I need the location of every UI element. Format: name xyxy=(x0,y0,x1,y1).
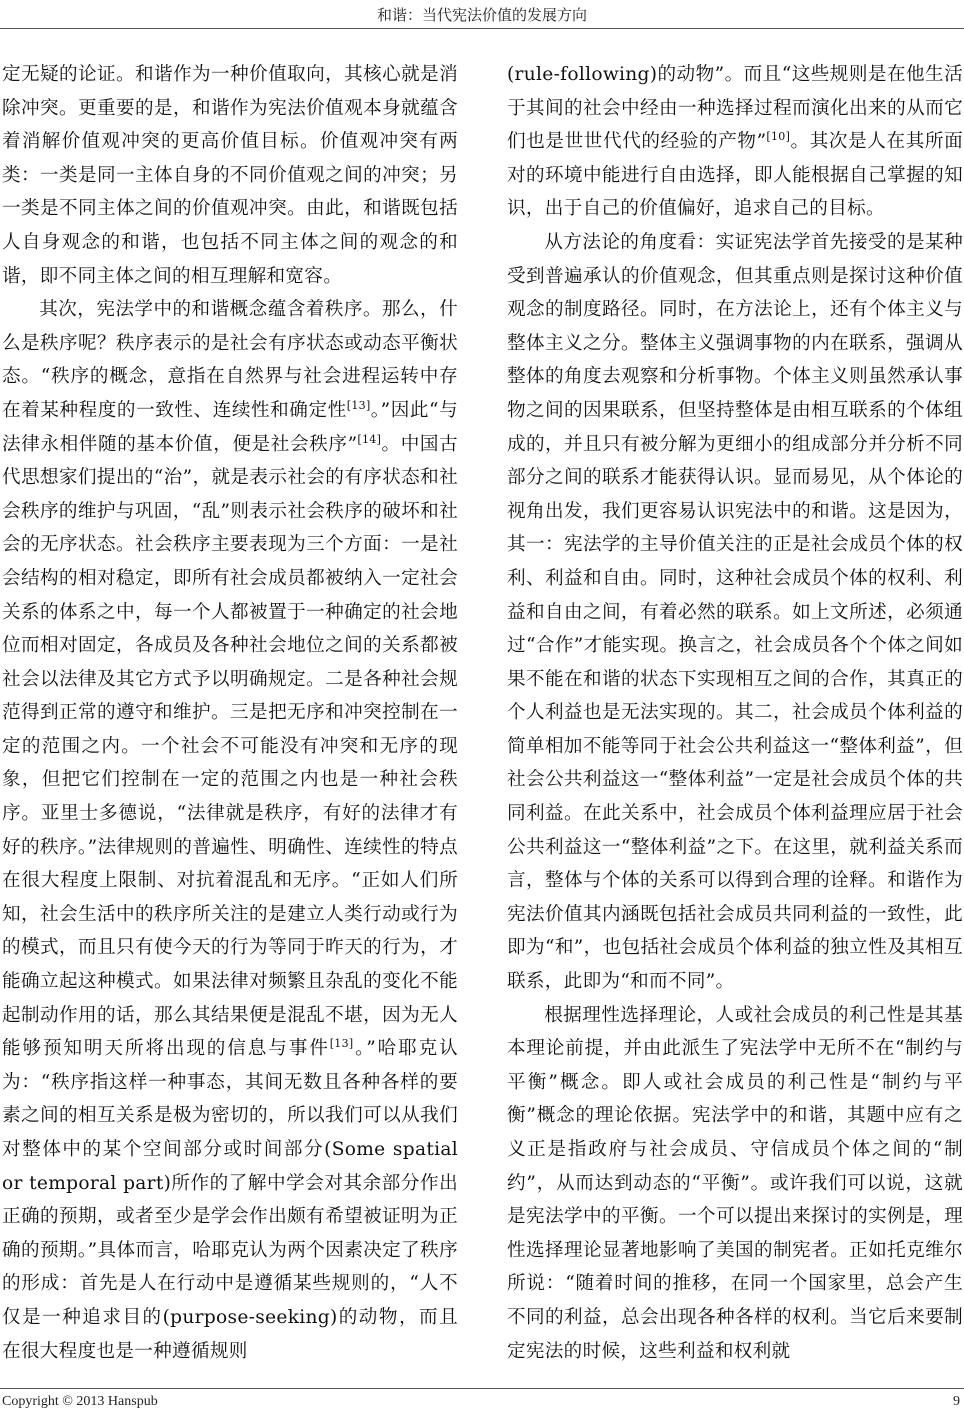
right-column xyxy=(507,58,963,1368)
page-number: 9 xyxy=(953,1394,960,1409)
header-divider xyxy=(0,28,964,29)
citation-ref: [13] xyxy=(346,398,371,412)
right-paragraph-3: 根据理性选择理论，人或社会成员的利己性是其基本理论前提，并由此派生了宪法学中无所不在“制约与平衡”概念。即人或社会成员的利己性是“制约与平衡”概念的理论依据。宪法学中的和谐，其题中应有之义正是指政府与社会成员、守信成员个体之间的“制约”，从而达到动态的“平衡”。或许我们可以说，这就是宪法学中的平衡。一个可以提出来探讨的实例是，理性选择理论显著地影响了美国的制宪者。正如托克维尔所说：“随着时间的推移，在同一个国家里，总会产生不同的利益，总会出现各种各样的权利。当它后来要制定宪法的时候，这些利益和权利就 xyxy=(507,1004,963,1362)
citation-ref: [10] xyxy=(766,130,791,143)
text-segment: (rule-following)的动物”。而且“这些规则是在他生活于其间的社会中经由一种选择过程而演化出来的从而它们也是世世代代的经验的产物” xyxy=(507,64,963,153)
right-paragraph-2: 从方法论的角度看：实证宪法学首先接受的是某种受到普遍承认的价值观念，但其重点则是探讨这种价值观念的制度路径。同时，在方法论上，还有个体主义与整体主义之分。整体主义强调事物的内在联系，强调从整体的角度去观察和分析事物。个体主义则虽然承认事物之间的因果联系，但坚持整体是由相互联系的个体组成的，并且只有被分解为更细小的组成部分并分析不同部分之间的联系才能获得认识。显而易见，从个体论的视角出发，我们更容易认识宪法中的和谐。这是因为，其一：宪法学的主导价值关注的正是社会成员个体的权利、利益和自由。同时，这种社会成员个体的权利、利益和自由之间，有着必然的联系。如上文所述，必须通过“合作”才能实现。换言之，社会成员各个个体之间如果不能在和谐的状态下实现相互之间的合作，其真正的个人利益也是无法实现的。其二，社会成员个体利益的简单相加不能等同于社会公共利益这一“整体利益”，但社会公共利益这一“整体利益”一定是社会成员个体的共同利益。在此关系中，社会成员个体利益理应居于社会公共利益这一“整体利益”之下。在这里，就利益关系而言，整体与个体的关系可以得到合理的诠释。和谐作为宪法价值其内涵既包括社会成员共同利益的一致性，此即为“和”，也包括社会成员个体利益的独立性及其相互联系，此即为“和而不同”。 xyxy=(507,231,963,993)
left-column xyxy=(2,58,458,1368)
text-segment: 其次，宪法学中的和谐概念蕴含着秩序。那么，什么是秩序呢？秩序表示的是社会有序状态或动态平衡状态。“秩序的概念，意指在自然界与社会进程运转中存在着某种程度的一致性、连续性和确定性 xyxy=(2,299,458,421)
text-segment: 。”因此“与法律永相伴随的基本价值，便是社会秩序” xyxy=(2,399,458,455)
running-header: 和谐：当代宪法价值的发展方向 xyxy=(376,6,587,24)
text-segment: 。”哈耶克认为：“秩序指这样一种事态，其间无数且各种各样的要素之间的相互关系是极为密切的，所以我们可以从我们对整体中的某个空间部分或时间部分(Some spatial or temporal part)所作的了解中学会对其余部分作出正确的预期，或者至少是学会作出颇有希望被证明为正确的预期。”具体而言，哈耶克认为两个因素决定了秩序的形成：首先是人在行动中是遵循某些规则的，“人不仅是一种追求目的(purpose-seeking)的动物，而且在很大程度也是一种遵循规则 xyxy=(2,1038,458,1362)
footer-divider xyxy=(0,1388,964,1389)
text-segment: 。中国古代思想家们提出的“治”，就是表示社会的有序状态和社会秩序的维护与巩固，“乱”则表示社会秩序的破坏和社会的无序状态。社会秩序主要表现为三个方面：一是社会结构的相对稳定，即所有社会成员都被纳入一定社会关系的体系之中，每一个人都被置于一种确定的社会地位而相对固定，各成员及各种社会地位之间的关系都被社会以法律及其它方式予以明确规定。二是各种社会规范得到正常的遵守和维护。三是把无序和冲突控制在一定的范围之内。一个社会不可能没有冲突和无序的现象，但把它们控制在一定的范围之内也是一种社会秩序。亚里士多德说，“法律就是秩序，有好的法律才有好的秩序。”法律规则的普遍性、明确性、连续性的特点在很大程度上限制、对抗着混乱和无序。“正如人们所知，社会生活中的秩序所关注的是建立人类行动或行为的模式，而且只有使今天的行为等同于昨天的行为，才能确立起这种模式。如果法律对频繁且杂乱的变化不能起制动作用的话，那么其结果便是混乱不堪，因为无人能够预知明天所将出现的信息与事件 xyxy=(2,433,458,1060)
right-paragraph-1 xyxy=(507,58,963,226)
left-paragraph-1: 定无疑的论证。和谐作为一种价值取向，其核心就是消除冲突。更重要的是，和谐作为宪法价值观本身就蕴含着消解价值观冲突的更高价值目标。价值观冲突有两类：一类是同一主体自身的不同价值观之间的冲突；另一类是不同主体之间的价值观冲突。由此，和谐既包括人自身观念的和谐，也包括不同主体之间的观念的和谐，即不同主体之间的相互理解和宽容。 xyxy=(2,64,458,287)
text-segment: 。其次是人在其所面对的环境中能进行自由选择，即人能根据自己掌握的知识，出于自己的价值偏好，追求自己的目标。 xyxy=(507,131,963,220)
copyright-notice: Copyright © 2013 Hanspub xyxy=(2,1394,158,1409)
left-paragraph-2 xyxy=(2,293,458,1368)
citation-ref: [14] xyxy=(357,432,382,446)
citation-ref: [13] xyxy=(329,1037,354,1051)
